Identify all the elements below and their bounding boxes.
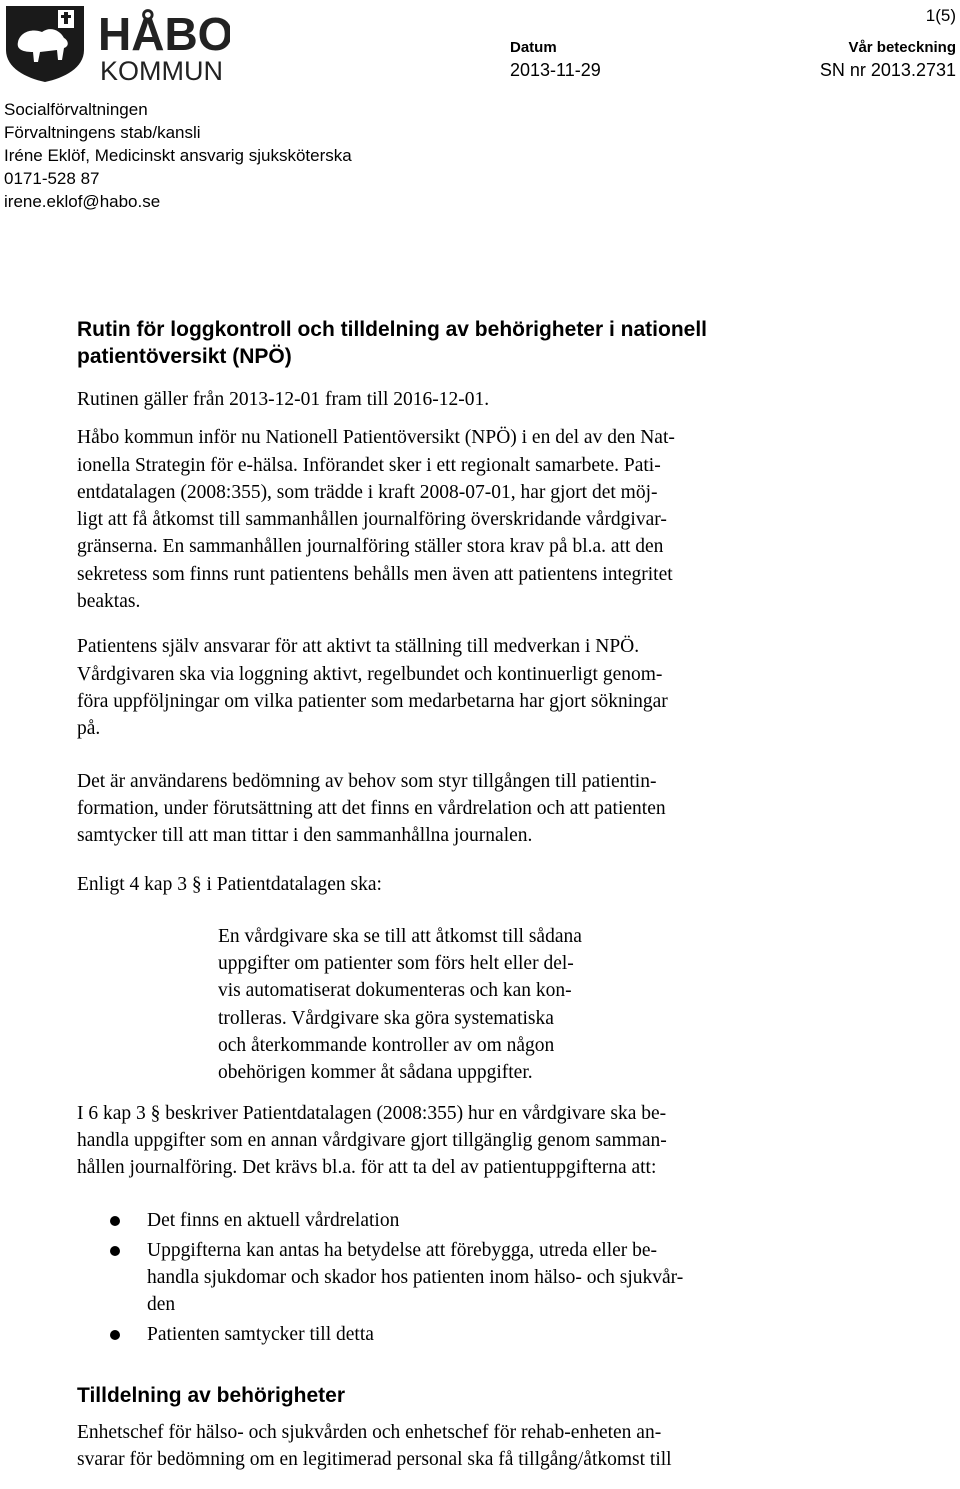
bullet-icon [110, 1246, 120, 1256]
sender-phone: 0171-528 87 [4, 169, 100, 188]
date-label: Datum [510, 39, 557, 56]
allocation-paragraph: Enhetschef för hälso- och sjukvården och enhetschef för rehab-enheten an- svarar för bedömning om en legitimerad personal ska få tillgång/åtkomst till [77, 1421, 672, 1471]
responsibility-paragraph: Patientens själv ansvarar för att aktivt ta ställning till medverkan i NPÖ. Vårdgivaren ska via loggning aktivt, regelbundet och kontinuerligt genom- föra uppföljningar om vilka patienter som medarbetarna har gjort sökningar på. [77, 636, 668, 740]
bullet-icon [110, 1216, 120, 1226]
list-item: Det finns en aktuell vårdrelation [77, 1207, 807, 1234]
validity-paragraph: Rutinen gäller från 2013-12-01 fram till 2016-12-01. [77, 389, 490, 410]
data-handling-paragraph: I 6 kap 3 § beskriver Patientdatalagen (2008:355) hur en vårdgivare ska be- handla uppgifter som en annan vårdgivare gjort tillgänglig genom samman- hållen journalföring. Det krävs bl.a. för att ta del av patientuppgifterna att: [77, 1102, 667, 1179]
sender-unit: Förvaltningens stab/kansli [4, 123, 201, 142]
habo-kommun-logo [2, 2, 230, 84]
sender-block [4, 98, 352, 213]
reference-label: Vår beteckning [848, 39, 956, 56]
requirements-list [77, 1207, 807, 1347]
sender-name: Iréne Eklöf, Medicinskt ansvarig sjuksköterska [4, 146, 352, 165]
bullet-icon [110, 1330, 120, 1340]
reference-block [820, 38, 956, 82]
svg-text:HÅBO: HÅBO [98, 8, 230, 60]
date-block [510, 38, 601, 82]
document-body [77, 316, 807, 1474]
list-item: Uppgifterna kan antas ha betydelse att förebygga, utreda eller be- handla sjukdomar och skador hos patienten inom hälso- och sjukvår- den [77, 1237, 807, 1319]
law-quote: En vårdgivare ska se till att åtkomst till sådana uppgifter om patienter som förs helt eller del- vis automatiserat dokumenteras och kan kon- trolleras. Vårdgivare ska göra systematiska och återkommande kontroller av om någon obehörigen kommer åt sådana uppgifter. [218, 925, 582, 1084]
intro-paragraph: Håbo kommun inför nu Nationell Patientöversikt (NPÖ) i en del av den Nat- ionella Strategin för e-hälsa. Införandet sker i ett regionalt samarbete. Pati- entdatalagen (2008:355), som trädde i kraft 2008-07-01, har gjort det möj- ligt att få åtkomst till sammanhållen journalföring överskridande vårdgivar- gränserna. En sammanhållen journalföring ställer stora krav på bl.a. att den sekretess som finns runt patientens behålls men även att patientens integritet beaktas. [77, 427, 675, 613]
sender-email[interactable]: irene.eklof@habo.se [4, 192, 161, 211]
list-item: Patienten samtycker till detta [77, 1321, 807, 1348]
sender-department: Socialförvaltningen [4, 100, 148, 119]
date-value: 2013-11-29 [510, 60, 601, 80]
page-number: 1(5) [925, 6, 956, 25]
reference-value: SN nr 2013.2731 [819, 60, 956, 80]
document-title: Rutin för loggkontroll och tilldelning av behörigheter i nationell patientöversikt (NPÖ) [77, 318, 707, 368]
law-reference-paragraph: Enligt 4 kap 3 § i Patientdatalagen ska: [77, 874, 382, 896]
section-heading: Tilldelning av behörigheter [77, 1383, 345, 1407]
svg-text:KOMMUN: KOMMUN [100, 56, 223, 84]
assessment-paragraph: Det är användarens bedömning av behov som styr tillgången till patientin- formation, under förutsättning att det finns en vårdrelation och att patienten samtycker till att man tittar i den sammanhållna journalen. [77, 770, 666, 847]
